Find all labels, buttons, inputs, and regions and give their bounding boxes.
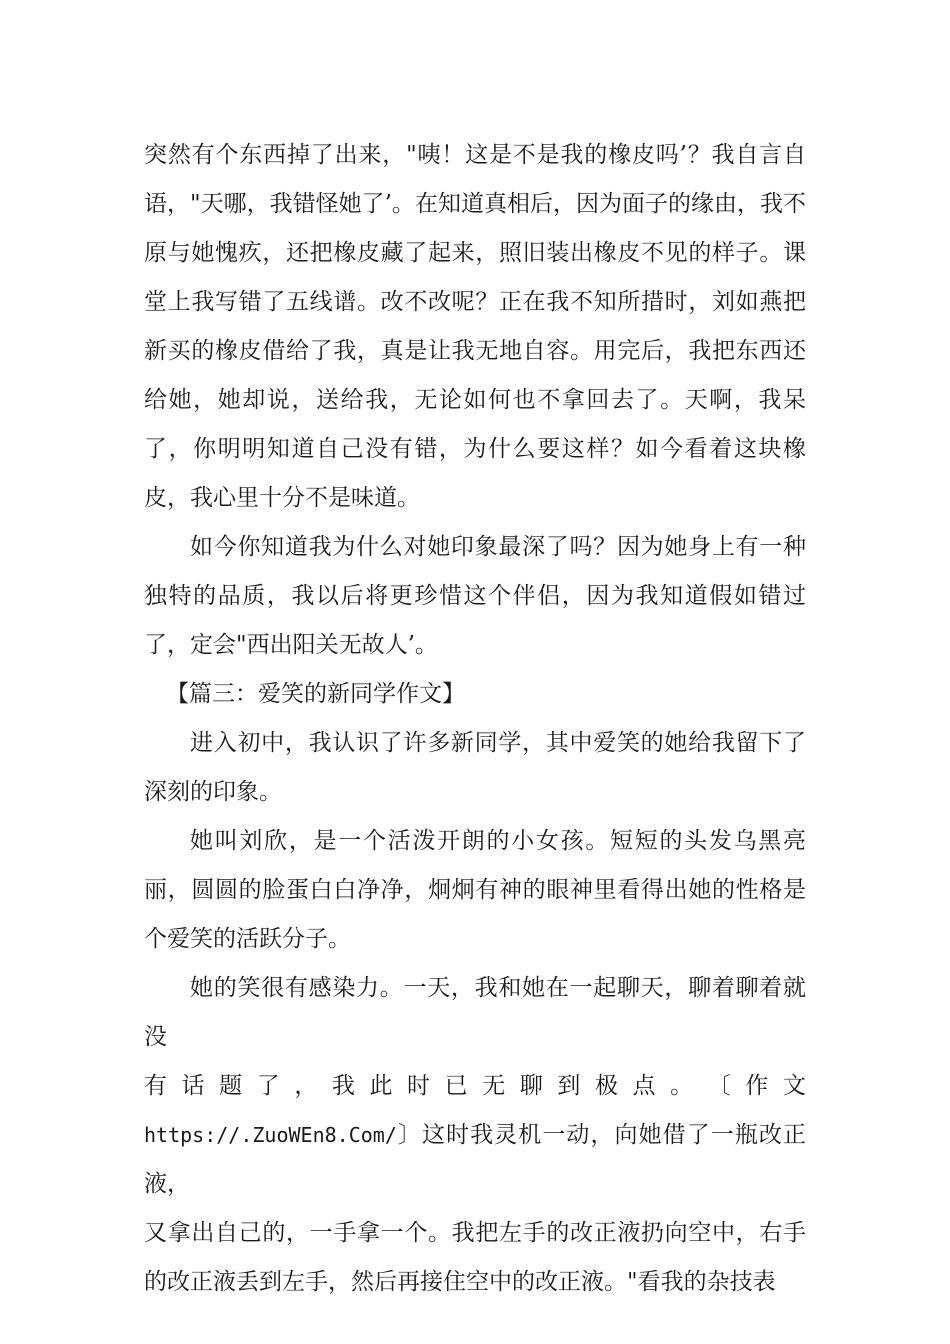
spread-char: 聊 xyxy=(519,1073,543,1099)
paragraph-2: 如今你知道我为什么对她印象最深了吗？因为她身上有一种独特的品质，我以后将更珍惜这个伴侣，因为我知道假如错过了，定会"西出阳关无故人’。 xyxy=(144,534,806,658)
spread-char: 题 xyxy=(219,1073,243,1099)
spread-char: 。 xyxy=(670,1073,694,1099)
section-heading: 【篇三：爱笑的新同学作文】 xyxy=(166,681,465,707)
spread-char: 点 xyxy=(632,1073,656,1099)
paragraph-4: 她叫刘欣，是一个活泼开朗的小女孩。短短的头发乌黑亮丽，圆圆的脸蛋白白净净，炯炯有神的眼神里看得出她的性格是个爱笑的活跃分子。 xyxy=(144,828,806,952)
spread-char: 文 xyxy=(782,1073,806,1099)
paragraph-5-line-2 xyxy=(144,1062,806,1111)
spread-char: 时 xyxy=(407,1073,431,1099)
spread-char: 无 xyxy=(482,1073,506,1099)
paragraph-5-line-3 xyxy=(144,1111,806,1209)
paragraph-5 xyxy=(144,964,806,1307)
paragraph-1: 突然有个东西掉了出来，"咦！这是不是我的橡皮吗’？我自言自语，"天哪，我错怪她了’。在知道真相后，因为面子的缘由，我不原与她愧疚，还把橡皮藏了起来，照旧装出橡皮不见的样子。课堂上我写错了五线谱。改不改呢？正在我不知所措时，刘如燕把新买的橡皮借给了我，真是让我无地自容。用完后，我把东西还给她，她却说，送给我，无论如何也不拿回去了。天啊，我呆了，你明明知道自己没有错，为什么要这样？如今看着这块橡皮，我心里十分不是味道。 xyxy=(144,142,806,511)
paragraph-3: 进入初中，我认识了许多新同学，其中爱笑的她给我留下了深刻的印象。 xyxy=(144,730,806,805)
spread-char: 话 xyxy=(181,1073,205,1099)
paragraph-5-line-3-rest: 〕这时我灵机一动，向她借了一瓶改正液， xyxy=(144,1122,806,1197)
spread-char: 有 xyxy=(144,1073,167,1099)
spread-char: 我 xyxy=(331,1073,355,1099)
spread-char: 作 xyxy=(745,1073,769,1099)
spread-char: 了 xyxy=(256,1073,280,1099)
document-body xyxy=(144,131,806,1307)
source-url: https://.ZuoWEn8.Com/ xyxy=(144,1123,397,1147)
spread-char: 此 xyxy=(369,1073,393,1099)
spread-char: 极 xyxy=(594,1073,618,1099)
spread-char: 〔 xyxy=(707,1073,731,1099)
paragraph-5-rest: 又拿出自己的，一手拿一个。我把左手的改正液扔向空中，右手的改正液丢到左手，然后再接住空中的改正液。"看我的杂技表 xyxy=(144,1220,806,1295)
paragraph-5-line-1: 她的笑很有感染力。一天，我和她在一起聊天，聊着聊着就没 xyxy=(144,975,806,1050)
spread-char: ， xyxy=(294,1073,318,1099)
spread-char: 已 xyxy=(444,1073,468,1099)
spread-char: 到 xyxy=(557,1073,581,1099)
